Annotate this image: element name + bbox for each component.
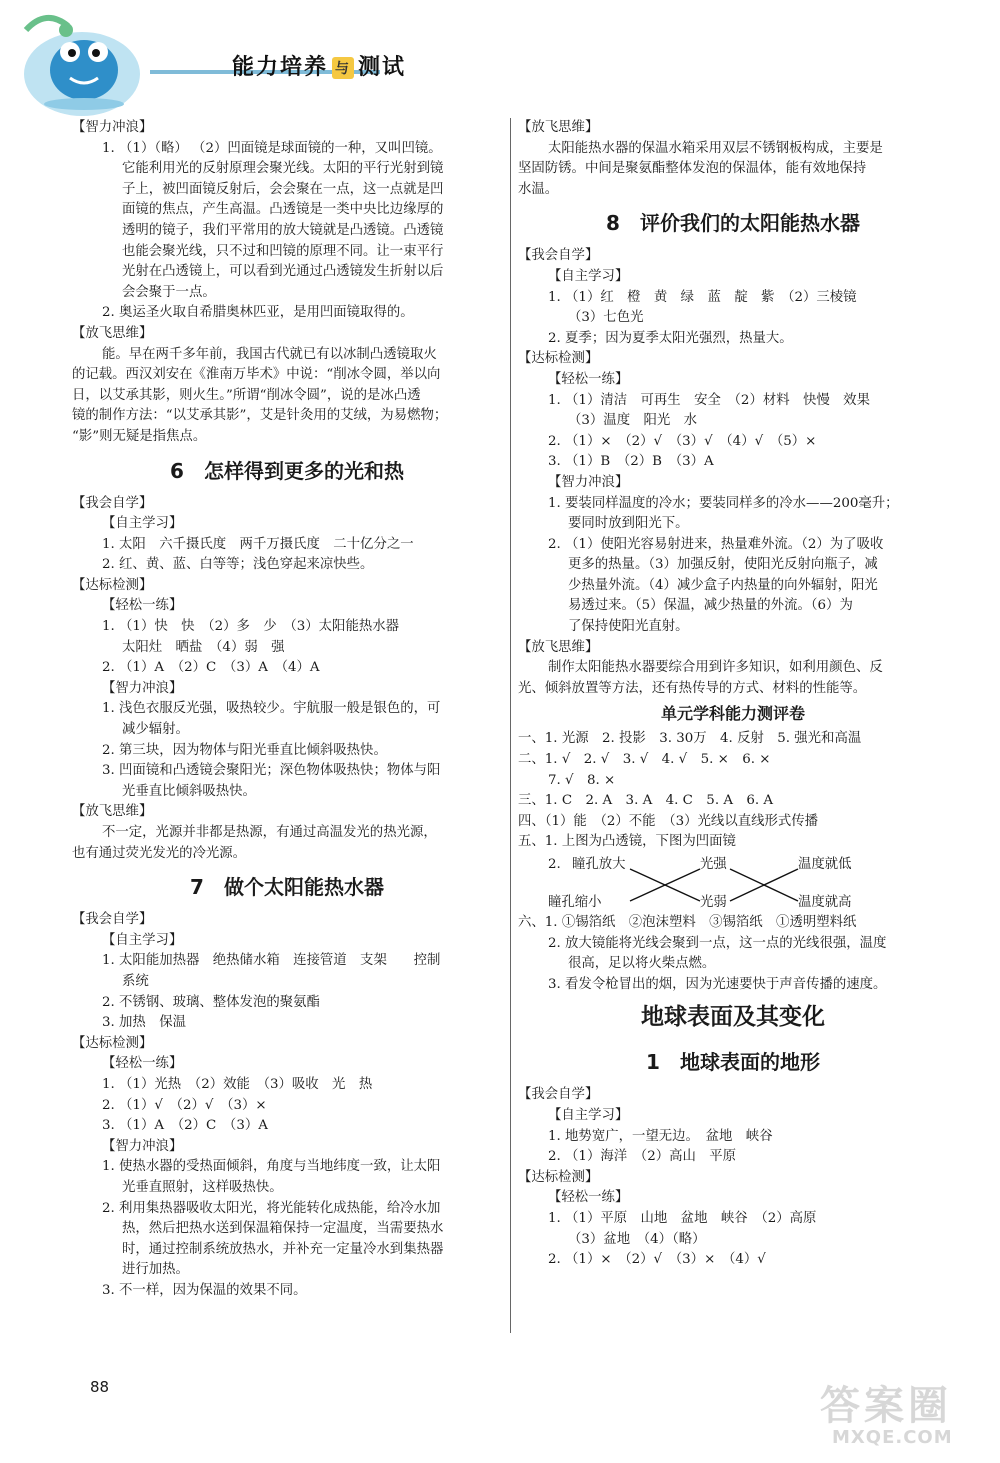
left-text-line: 时，通过控制系统放热水，并补充一定量冷水到集热器 [122, 1241, 444, 1257]
left-text-line: 3. 不一样，因为保温的效果不同。 [102, 1282, 307, 1298]
right-text-line: 一、1. 光源 2. 投影 3. 30万 4. 反射 5. 强光和高温 [518, 731, 862, 747]
left-text-line: 减少辐射。 [122, 722, 189, 738]
left-text-line: 1. 太阳 六千摄氏度 两千万摄氏度 二十亿分之一 [102, 536, 414, 552]
right-text-line: 制作太阳能热水器要综合用到许多知识，如利用颜色、反 [548, 660, 883, 676]
right-text-line: 坚固防锈。中间是聚氨酯整体发泡的保温体，能有效地保持 [518, 161, 867, 177]
left-text-line: 【放飞思维】 [72, 325, 153, 341]
left-text-line: 光射在凸透镜上，可以看到光通过凸透镜发生折射以后 [122, 264, 444, 280]
right-text-line: 【自主学习】 [548, 268, 629, 284]
left-text-line: 它能利用光的反射原理会聚光线。太阳的平行光射到镜 [122, 161, 444, 177]
left-text-line: 【我会自学】 [72, 912, 153, 928]
left-text-line: 1. 浅色衣服反光强，吸热较少。宇航服一般是银色的，可 [102, 701, 441, 717]
right-text-line: 【放飞思维】 [518, 639, 599, 655]
right-text-line: 了保持使阳光直射。 [568, 619, 689, 635]
left-text-line: 2. 奥运圣火取自希腊奥林匹亚，是用凹面镜取得的。 [102, 305, 414, 321]
left-text-line: 2. （1）A （2）C （3）A （4）A [102, 660, 320, 676]
left-text-line: 面镜的焦点，产生高温。凸透镜是一类中央比边缘厚的 [122, 202, 444, 218]
right-text-line: （3）温度 阳光 水 [568, 413, 698, 429]
right-column-top [518, 118, 948, 853]
left-text-line: 镜的制作方法：“以艾承其影”，艾是针灸用的艾绒，为易燃物； [72, 408, 448, 424]
right-text-line: 要同时放到阳光下。 [568, 516, 689, 532]
right-text-line: 六、1. ①锡箔纸 ②泡沫塑料 ③锡箔纸 ①透明塑料纸 [518, 915, 857, 930]
right-text-line: 【达标检测】 [518, 351, 599, 367]
column-divider [510, 118, 511, 1333]
right-text-line: 三、1. C 2. A 3. A 4. C 5. A 6. A [518, 793, 774, 809]
left-text-line: 会会聚于一点。 [122, 284, 216, 300]
left-text-line: 也有通过荧光发光的冷光源。 [72, 845, 247, 861]
left-text-line: 【自主学习】 [102, 932, 183, 948]
left-text-line: 系统 [122, 973, 149, 989]
diagram-lines [518, 853, 878, 913]
header-title-badge: 与 [332, 57, 354, 79]
header-title-a: 能力培养 [232, 55, 329, 80]
right-text-line: 2. 放大镜能将光线会聚到一点，这一点的光线很强，温度 [548, 935, 887, 951]
right-text-line: 2. （1）海洋 （2）高山 平原 [548, 1149, 737, 1165]
diagram-bottom-2: 光弱 [700, 895, 727, 910]
left-text-line: 2. 不锈钢、玻璃、整体发泡的聚氨酯 [102, 994, 320, 1010]
diagram-bottom-1: 瞳孔缩小 [548, 895, 602, 910]
right-text-line: 很高，足以将火柴点燃。 [568, 956, 716, 972]
diagram-top-2: 光强 [700, 857, 727, 872]
right-text-line: 【我会自学】 [518, 1087, 599, 1103]
right-text-line: 1. （1）清洁 可再生 安全 （2）材料 快慢 效果 [548, 392, 870, 408]
right-text-line: 1. 地势宽广，一望无边。 盆地 峡谷 [548, 1128, 773, 1144]
right-column [518, 118, 948, 1271]
right-text-line: 2. 夏季；因为夏季太阳光强烈，热量大。 [548, 330, 793, 346]
left-text-line: 能。早在两千多年前，我国古代就已有以冰制凸透镜取火 [102, 346, 437, 362]
right-text-line: 7. √ 8. × [548, 772, 616, 788]
right-text-line: 【智力冲浪】 [548, 474, 629, 490]
matching-diagram [518, 853, 948, 913]
right-section-title: 1 地球表面的地形 [646, 1050, 820, 1075]
right-text-line: 2. （1）× （2）√ （3）√ （4）√ （5）× [548, 433, 817, 449]
frog-mascot-icon [6, 8, 156, 120]
right-text-line: 2. （1）使阳光容易射进来，热量难外流。（2）为了吸收 [548, 536, 884, 552]
right-text-line: 【我会自学】 [518, 248, 599, 264]
left-text-line: 【智力冲浪】 [102, 1138, 183, 1154]
left-text-line: “影”则无疑是指焦点。 [72, 428, 207, 444]
right-text-line: 【达标检测】 [518, 1169, 599, 1185]
left-section-title: 7 做个太阳能热水器 [190, 875, 384, 900]
left-text-line: 3. （1）A （2）C （3）A [102, 1118, 268, 1134]
right-text-line: 少热量外流。（4）减少盒子内热量的向外辐射，阳光 [568, 577, 878, 593]
left-text-line: 子上，被凹面镜反射后，会会聚在一点，这一点就是凹 [122, 181, 444, 197]
left-text-line: 【智力冲浪】 [102, 680, 183, 696]
left-text-line: 【放飞思维】 [72, 804, 153, 820]
left-text-line: 3. 加热 保温 [102, 1015, 186, 1031]
left-text-line: 日，以艾承其影，则火生。”所谓“削冰令圆”，说的是冰凸透 [72, 387, 421, 403]
left-text-line: 1. （1）（略） （2）凹面镜是球面镜的一种，又叫凹镜。 [102, 140, 442, 156]
right-text-line: 3. （1）B （2）B （3）A [548, 454, 714, 470]
diagram-lead: 2. [548, 857, 561, 872]
left-text-line: 3. 凹面镜和凸透镜会聚阳光；深色物体吸热快；物体与阳 [102, 763, 441, 779]
left-text-line: 【轻松一练】 [102, 1056, 183, 1072]
left-text-line: 【自主学习】 [102, 516, 183, 532]
right-text-line: 1. （1）平原 山地 盆地 峡谷 （2）高原 [548, 1210, 817, 1226]
left-text-line: 2. （1）√ （2）√ （3）× [102, 1097, 267, 1113]
right-text-line: 3. 看发令枪冒出的烟，因为光速要快于声音传播的速度。 [548, 976, 887, 992]
left-text-line: 不一定，光源并非都是热源，有通过高温发光的热光源， [102, 825, 437, 840]
right-text-line: 光、倾斜放置等方法，还有热传导的方式、材料的性能等。 [518, 680, 867, 696]
right-text-line: 更多的热量。（3）加强反射，使阳光反射向瓶子，减 [568, 557, 878, 573]
diagram-top-1: 瞳孔放大 [572, 857, 626, 872]
left-column [72, 118, 502, 1301]
left-text-line: 2. 第三块，因为物体与阳光垂直比倾斜吸热快。 [102, 742, 387, 758]
left-text-line: 【我会自学】 [72, 495, 153, 511]
left-text-line: 光垂直比倾斜吸热快。 [122, 783, 256, 799]
left-text-line: 2. 利用集热器吸收太阳光，将光能转化成热能，给冷水加 [102, 1200, 441, 1216]
page-number: 88 [90, 1378, 110, 1396]
left-text-line: 也能会聚光线，只不过和凹镜的原理不同。让一束平行 [122, 243, 444, 259]
left-text-line: 2. 红、黄、蓝、白等等；浅色穿起来凉快些。 [102, 557, 374, 573]
right-text-line: 1. 要装同样温度的冷水；要装同样多的冷水——200毫升； [548, 495, 899, 511]
left-text-line: 1. 使热水器的受热面倾斜，角度与当地纬度一致，让太阳 [102, 1159, 441, 1175]
right-text-line: 1. （1）红 橙 黄 绿 蓝 靛 紫 （2）三棱镜 [548, 289, 857, 305]
right-text-line: 2. （1）× （2）√ （3）× （4）√ [548, 1252, 766, 1268]
right-text-line: 易透过来。（5）保温，减少热量的外流。（6）为 [568, 598, 853, 614]
left-text-line: 的记载。西汉刘安在《淮南万毕术》中说：“削冰令圆，举以向 [72, 367, 441, 383]
right-chapter-title: 地球表面及其变化 [641, 1004, 825, 1031]
right-text-line: 【轻松一练】 [548, 1190, 629, 1206]
right-text-line: 五、1. 上图为凸透镜，下图为凹面镜 [518, 834, 736, 850]
left-text-line: 1. （1）光热 （2）效能 （3）吸收 光 热 [102, 1076, 373, 1092]
left-text-line: 1. （1）快 快 （2）多 少 （3）太阳能热水器 [102, 619, 400, 635]
diagram-bottom-3: 温度就高 [798, 895, 852, 910]
right-text-line: 四、（1）能 （2）不能 （3）光线以直线形式传播 [518, 813, 819, 829]
right-text-line: 【自主学习】 [548, 1107, 629, 1123]
left-text-line: 【达标检测】 [72, 577, 153, 593]
right-text-line: 【放飞思维】 [518, 120, 599, 135]
right-text-line: 【轻松一练】 [548, 371, 629, 387]
watermark [820, 1385, 953, 1448]
right-text-line: 太阳能热水器的保温水箱采用双层不锈钢板构成，主要是 [548, 140, 883, 156]
left-section-title: 6 怎样得到更多的光和热 [170, 458, 404, 483]
right-text-line: （3）盆地 （4）（略） [568, 1231, 706, 1247]
watermark-main: 答案圈 [820, 1383, 952, 1429]
left-text-line: 【智力冲浪】 [72, 120, 153, 135]
left-text-line: 1. 太阳能加热器 绝热储水箱 连接管道 支架 控制 [102, 953, 441, 969]
right-section-title: 8 评价我们的太阳能热水器 [606, 211, 860, 236]
right-text-line: 水温。 [518, 181, 559, 197]
right-subsection-title: 单元学科能力测评卷 [660, 704, 805, 724]
header-title [232, 50, 406, 81]
diagram-top-3: 温度就低 [798, 857, 852, 872]
left-text-line: 【轻松一练】 [102, 598, 183, 614]
left-text-line: 光垂直照射，这样吸热快。 [122, 1179, 283, 1195]
right-column-bottom [518, 913, 948, 1271]
left-text-line: 热，然后把热水送到保温箱保持一定温度，当需要热水 [122, 1221, 444, 1237]
right-text-line: 二、1. √ 2. √ 3. √ 4. √ 5. × 6. × [518, 752, 771, 768]
left-text-line: 进行加热。 [122, 1262, 189, 1278]
watermark-url: MXQE.COM [832, 1427, 953, 1448]
left-text-line: 【达标检测】 [72, 1035, 153, 1051]
left-text-line: 透明的镜子，我们平常用的放大镜就是凸透镜。凸透镜 [122, 222, 444, 238]
header-title-b: 测试 [358, 55, 407, 80]
left-text-line: 太阳灶 晒盐 （4）弱 强 [122, 639, 285, 655]
right-text-line: （3）七色光 [568, 310, 644, 326]
